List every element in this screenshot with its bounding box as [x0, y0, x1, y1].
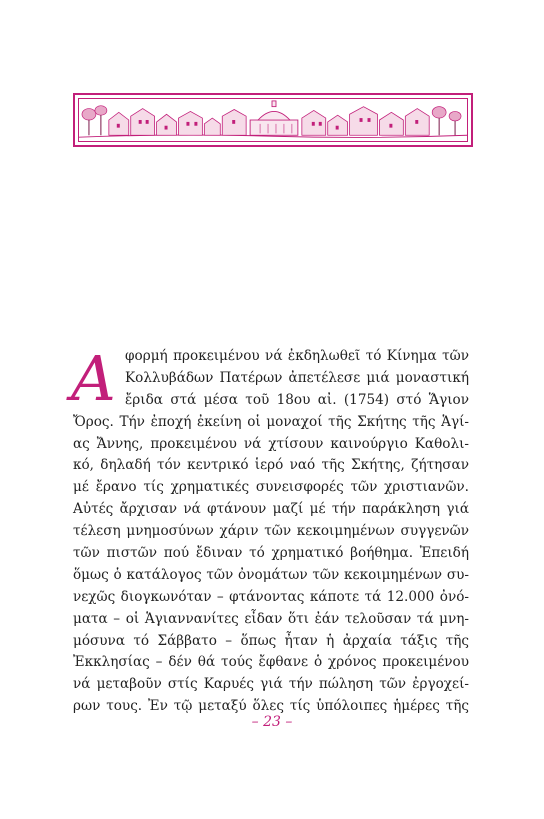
text-line: Κολλυβάδων Πατέρων ἀπετέλεσε μιά μοναστική — [125, 369, 469, 386]
text-line: νά μεταβοῦν στίς Καρυές γιά τήν πώληση τῶν ἐργοχεί- — [73, 676, 469, 693]
text-line: ματα – οἱ Ἁγιαννανίτες εἶδαν ὅτι ἐάν τελοῦσαν τά μνη- — [73, 610, 469, 627]
text-line: ρων τους. Ἐν τῷ μεταξύ ὅλες τίς ὑπόλοιπες ἡμέρες τῆς — [73, 698, 469, 715]
text-line: μέ ἔρανο τίς χρηματικές συνεισφορές τῶν χριστιανῶν. — [73, 479, 469, 496]
text-line: Ἐκκλησίας – δέν θά τούς ἔφθανε ὁ χρόνος προκειμένου — [73, 654, 469, 671]
text-line: φορμή προκειμένου νά ἐκδηλωθεῖ τό Κίνημα τῶν — [125, 348, 469, 364]
text-line: ὅμως ὁ κατάλογος τῶν ὀνομάτων τῶν κεκοιμημένων συ- — [73, 566, 469, 583]
text-line: Ὄρος. Τήν ἐποχή ἐκείνη οἱ μοναχοί τῆς Σκήτης τῆς Ἁγί- — [73, 413, 469, 430]
text-line: τῶν πιστῶν πού ἔδιναν τό χρηματικό βοήθημα. Ἐπειδή — [73, 545, 469, 562]
text-line: νεχῶς διογκωνόταν – φτάνοντας κάποτε τά 12.000 ὀνό- — [73, 588, 469, 605]
body-text — [71, 342, 469, 718]
text-line: ἔριδα στά μέσα τοῦ 18ου αἰ. (1754) στό Ἅγιον — [125, 391, 469, 408]
text-line: Αὐτές ἄρχισαν νά φτάνουν μαζί μέ τήν παράκληση γιά — [73, 501, 469, 518]
drop-cap: Α — [71, 342, 116, 415]
text-line: ας Ἄννης, προκειμένου νά χτίσουν καινούργιο Καθολι- — [73, 435, 469, 452]
text-line: μόσυνα τό Σάββατο – ὅπως ἦταν ἡ ἀρχαία τάξις τῆς — [73, 632, 469, 649]
page-number: – 23 – — [251, 714, 293, 730]
village-illustration-icon — [78, 98, 468, 142]
decorative-banner — [73, 93, 473, 147]
text-line: τέλεση μνημοσύνων χάριν τῶν κεκοιμημένων συγγενῶν — [73, 523, 469, 540]
text-line: κό, δηλαδή τόν κεντρικό ἱερό ναό τῆς Σκήτης, ζήτησαν — [73, 457, 469, 474]
